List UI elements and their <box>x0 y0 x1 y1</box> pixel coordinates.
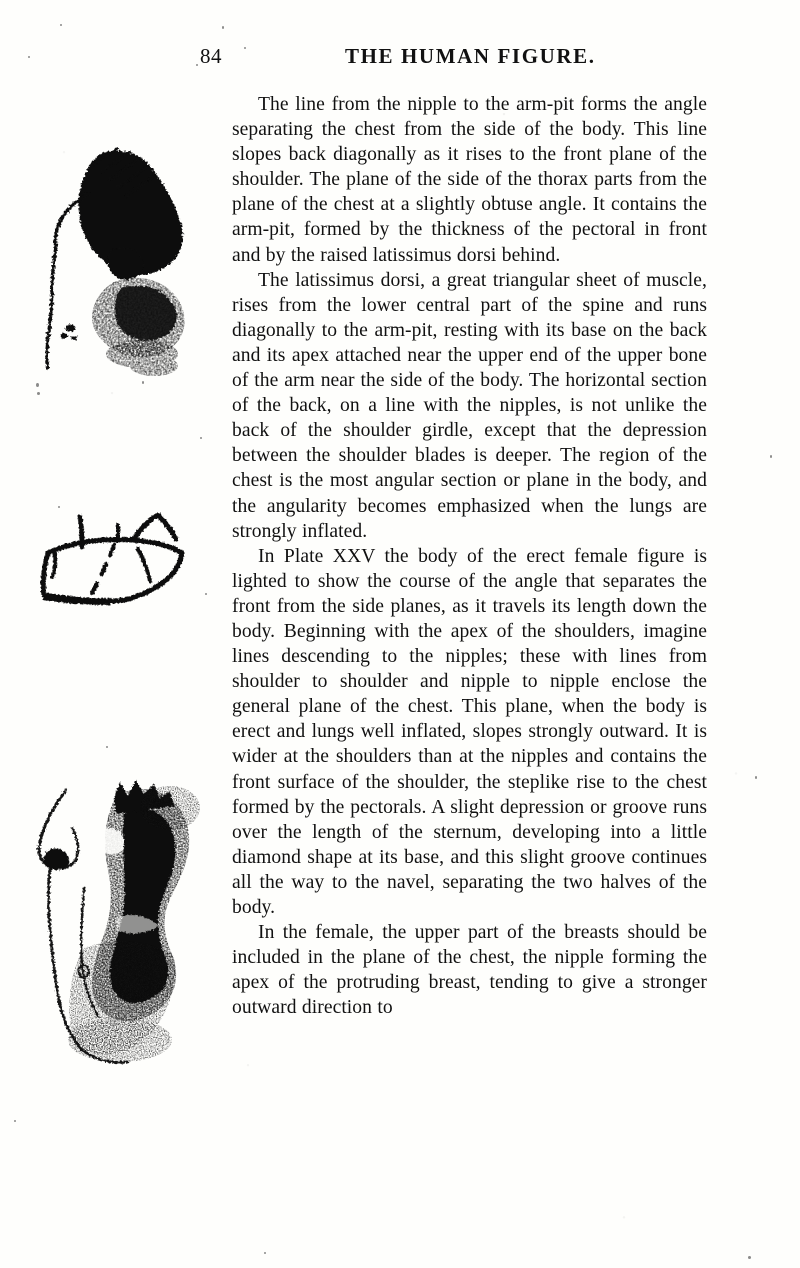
female-torso-sketch <box>20 768 215 1073</box>
paragraph-2: The latissimus dorsi, a great triangular sheet of muscle, rises from the lower central part of the spine and runs diagonally to the arm-pit, resting with its base on the back and its apex attached near the upper end of the upper bone of the arm near the side of the body. The horizontal section of the back, on a line with the nipples, is not unlike the back of the shoulder girdle, except that the depression between the shoulder blades is deeper. The region of the chest is the most angular section or plane in the body, and the angularity becomes emphasized when the lungs are strongly inflated. <box>232 269 707 542</box>
paragraph-4: In the female, the upper part of the breasts should be included in the plane of the chest, the nipple forming the apex of the protruding breast, tending to give a stronger outward direction to <box>232 922 707 1019</box>
sternum-center-dashed-line <box>90 545 114 597</box>
paragraph-3: In Plate XXV the body of the erect female figure is lighted to show the course of the angle that separates the front from the side planes, as it travels its length down the body. Beginning with the apex of the shoulders, imagine lines descending to the nipples; these with lines from shoulder to shoulder and nipple to nipple enclose the general plane of the chest. This plane, when the body is erect and lungs well inflated, slopes strongly outward. It is wider at the shoulders than at the nipples and contains the front surface of the shoulder, the steplike rise to the chest formed by the pectorals. A slight depression or groove runs over the length of the sternum, developing into a little diamond shape at its base, and this slight groove continues all the way to the navel, separating the two halves of the body. <box>232 545 707 918</box>
scan-speck <box>142 381 144 384</box>
scan-speck <box>264 1252 266 1254</box>
scan-speck <box>748 1256 751 1259</box>
body-text-column <box>232 92 707 1020</box>
scan-speck <box>205 593 207 595</box>
scan-speck <box>244 47 246 49</box>
scan-speck <box>60 24 62 26</box>
scan-speck <box>222 26 224 29</box>
chest-plane-diagram <box>30 495 205 630</box>
running-head <box>200 44 720 72</box>
scan-speck <box>770 455 772 458</box>
running-head-title: THE HUMAN FIGURE. <box>345 44 596 68</box>
scan-speck <box>28 56 30 58</box>
scan-speck <box>106 746 108 748</box>
scan-speck <box>58 506 60 508</box>
scan-speck <box>196 64 198 66</box>
scan-speck <box>14 1120 16 1122</box>
scan-speck <box>200 437 202 439</box>
scan-speck <box>37 392 40 395</box>
paragraph-1: The line from the nipple to the arm-pit forms the angle separating the chest from the side of the body. This line slopes back diagonally as it rises to the front plane of the shoulder. The plane of the side of the thorax parts from the plane of the chest at a slightly obtuse angle. It contains the arm-pit, formed by the thickness of the pectoral in front and by the raised latissimus dorsi behind. <box>232 94 707 266</box>
scan-speck <box>36 383 39 387</box>
shoulder-armpit-sketch <box>22 142 222 382</box>
scan-speck <box>755 776 757 779</box>
page-number: 84 <box>200 44 222 68</box>
